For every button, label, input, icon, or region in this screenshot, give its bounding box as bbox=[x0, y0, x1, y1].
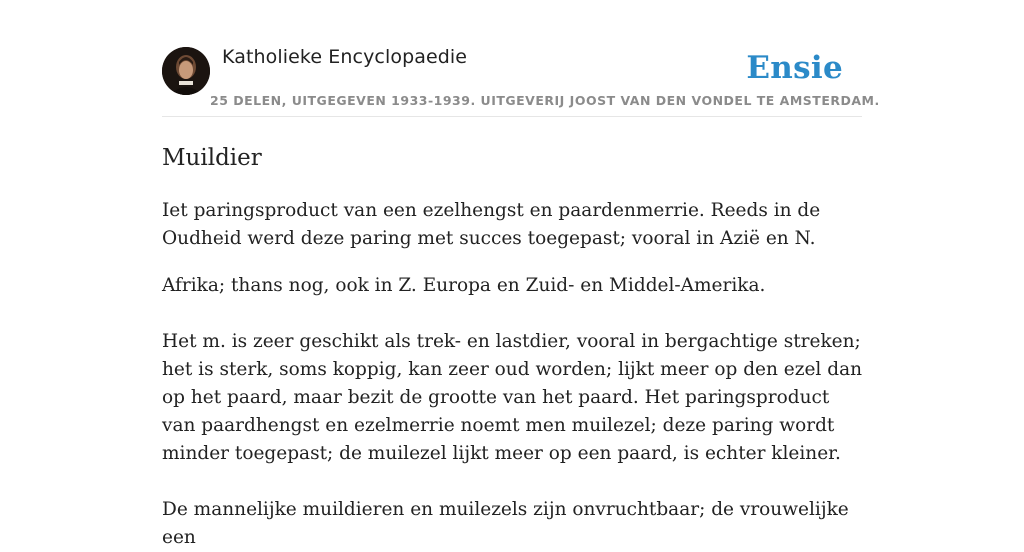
source-header bbox=[162, 0, 880, 117]
entry-paragraph: Het m. is zeer geschikt als trek- en lastdier, vooral in bergachtige streken; het is sterk, soms koppig, kan zeer oud worden; lijkt meer op den ezel dan op het paard, maar bezit de grootte van het paard. Het paringsproduct van paardhengst en ezelmerrie noemt men muilezel; deze paring wordt minder toegepast; de muilezel lijkt meer op een paard, is echter kleiner. bbox=[162, 331, 863, 464]
entry-paragraph: Iet paringsproduct van een ezelhengst en paardenmerrie. Reeds in de Oudheid werd deze paring met succes toegepast; vooral in Azië en N. bbox=[162, 200, 821, 249]
portrait-avatar-icon bbox=[162, 47, 210, 95]
brand-logo[interactable]: Ensie bbox=[746, 50, 843, 86]
source-subtitle: 25 DELEN, UITGEGEVEN 1933-1939. UITGEVERIJ JOOST VAN DEN VONDEL TE AMSTERDAM. bbox=[210, 93, 880, 108]
entry-paragraph: Afrika; thans nog, ook in Z. Europa en Zuid- en Middel-Amerika. bbox=[162, 275, 766, 296]
source-title[interactable]: Katholieke Encyclopaedie bbox=[222, 46, 468, 68]
entry-paragraph: De mannelijke muildieren en muilezels zijn onvruchtbaar; de vrouwelijke een bbox=[162, 499, 849, 548]
source-avatar[interactable] bbox=[162, 47, 210, 95]
entry-title: Muildier bbox=[162, 145, 262, 171]
page-container bbox=[162, 0, 880, 552]
